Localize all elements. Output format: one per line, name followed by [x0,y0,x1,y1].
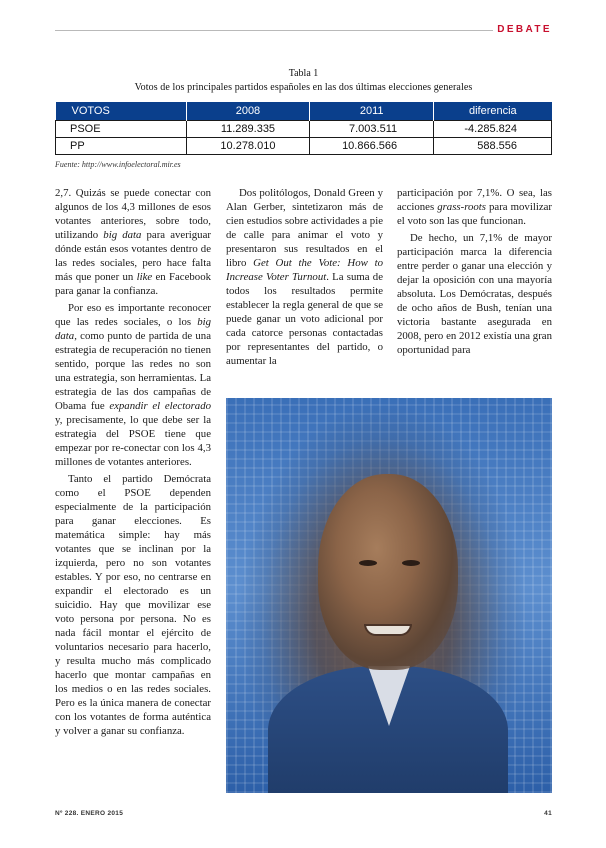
article-column-1 [55,186,211,738]
table-cell: 11.289.335 [186,120,310,137]
table-row [56,137,552,154]
footer-page-number: 41 [544,810,552,817]
table-source: Fuente: http://www.infoelectoral.mir.es [55,160,181,169]
paragraph: Dos politólogos, Donald Green y Alan Gerber, sintetizaron más de cien estudios sobre actividades a pie de calle para animar el voto y presentaron sus resultados en el libro Get Out the Vote: How to Increase Voter Turnout. La suma de todos los resultados permite establecer la regla general de que se puede ganar un voto adicional por cada catorce personas contactadas por representantes del partido, o aumentar la [226,187,383,367]
paragraph: participación por 7,1%. O sea, las acciones grass-roots para movilizar el voto son las que funcionan. [397,187,552,227]
column-header: 2008 [186,102,310,120]
eye-shape [359,560,377,566]
paragraph: De hecho, un 7,1% de mayor participación marca la diferencia entre perder o ganar una elección y dejar la oposición con una mayoría absoluta. Los Demócratas, después de ocho años de Bush, tenían una victoria bastante asegurada en 2008, pero en 2012 existía una gran oportunidad para [397,232,552,356]
paragraph: 2,7. Quizás se puede conectar con algunos de los 4,3 millones de esos votantes anteriores, sobre todo, utilizando big data para averiguar dónde están esos votantes dentro de las redes sociales, pero hace falta más que poner un like en Facebook para ganar la confianza. [55,187,211,297]
table-cell: PP [56,137,187,154]
table-cell: PSOE [56,120,187,137]
article-column-2 [226,186,383,368]
mouth-shape [364,624,412,636]
eye-shape [402,560,420,566]
table-row [56,120,552,137]
table-cell: 7.003.511 [310,120,434,137]
face-shape [318,474,458,670]
table-cell: 588.556 [434,137,552,154]
header-rule [55,30,493,31]
votes-table [55,102,552,155]
table-title: Votos de los principales partidos españoles en las dos últimas elecciones generales [134,82,473,93]
table-cell: -4.285.824 [434,120,552,137]
section-tag: DEBATE [497,24,552,35]
paragraph: Por eso es importante reconocer que las redes sociales, o los big data, como punto de partida de una estrategia de recuperación no tienen sentido, porque las redes no son una estrategia, son herramientas. La estrategia de las dos campañas de Obama fue expandir el electorado y, precisamente, lo que debe ser la estrategia del PSOE tiene que empezar por re-conectar con los 4,3 millones de votantes anteriores. [55,302,211,468]
obama-mosaic-photo [226,398,552,793]
column-header: 2011 [310,102,434,120]
table-label: Tabla 1 [288,68,319,79]
table-header-row [56,102,552,120]
table-cell: 10.866.566 [310,137,434,154]
footer-issue: Nº 228. ENERO 2015 [55,810,124,817]
column-header: VOTOS [56,102,187,120]
paragraph: Tanto el partido Demócrata como el PSOE dependen especialmente de la participación para ganar elecciones. Es matemática simple: hay más votantes que se inclinan por la izquierda, pero no son votantes estables. Y por eso, no centrarse en expandir el electorado es un suicidio. Hay que movilizar ese voto persona por persona. No es nada fácil montar el ejército de voluntarios necesario para hacerlo, y resulta mucho más complicado hacerlo que montar campañas en los medios o en las redes sociales. Pero es la única manera de conectar con los votantes de forma auténtica y volver a ganar su confianza. [55,473,211,737]
article-column-3 [397,186,552,357]
column-header: diferencia [434,102,552,120]
table-cell: 10.278.010 [186,137,310,154]
